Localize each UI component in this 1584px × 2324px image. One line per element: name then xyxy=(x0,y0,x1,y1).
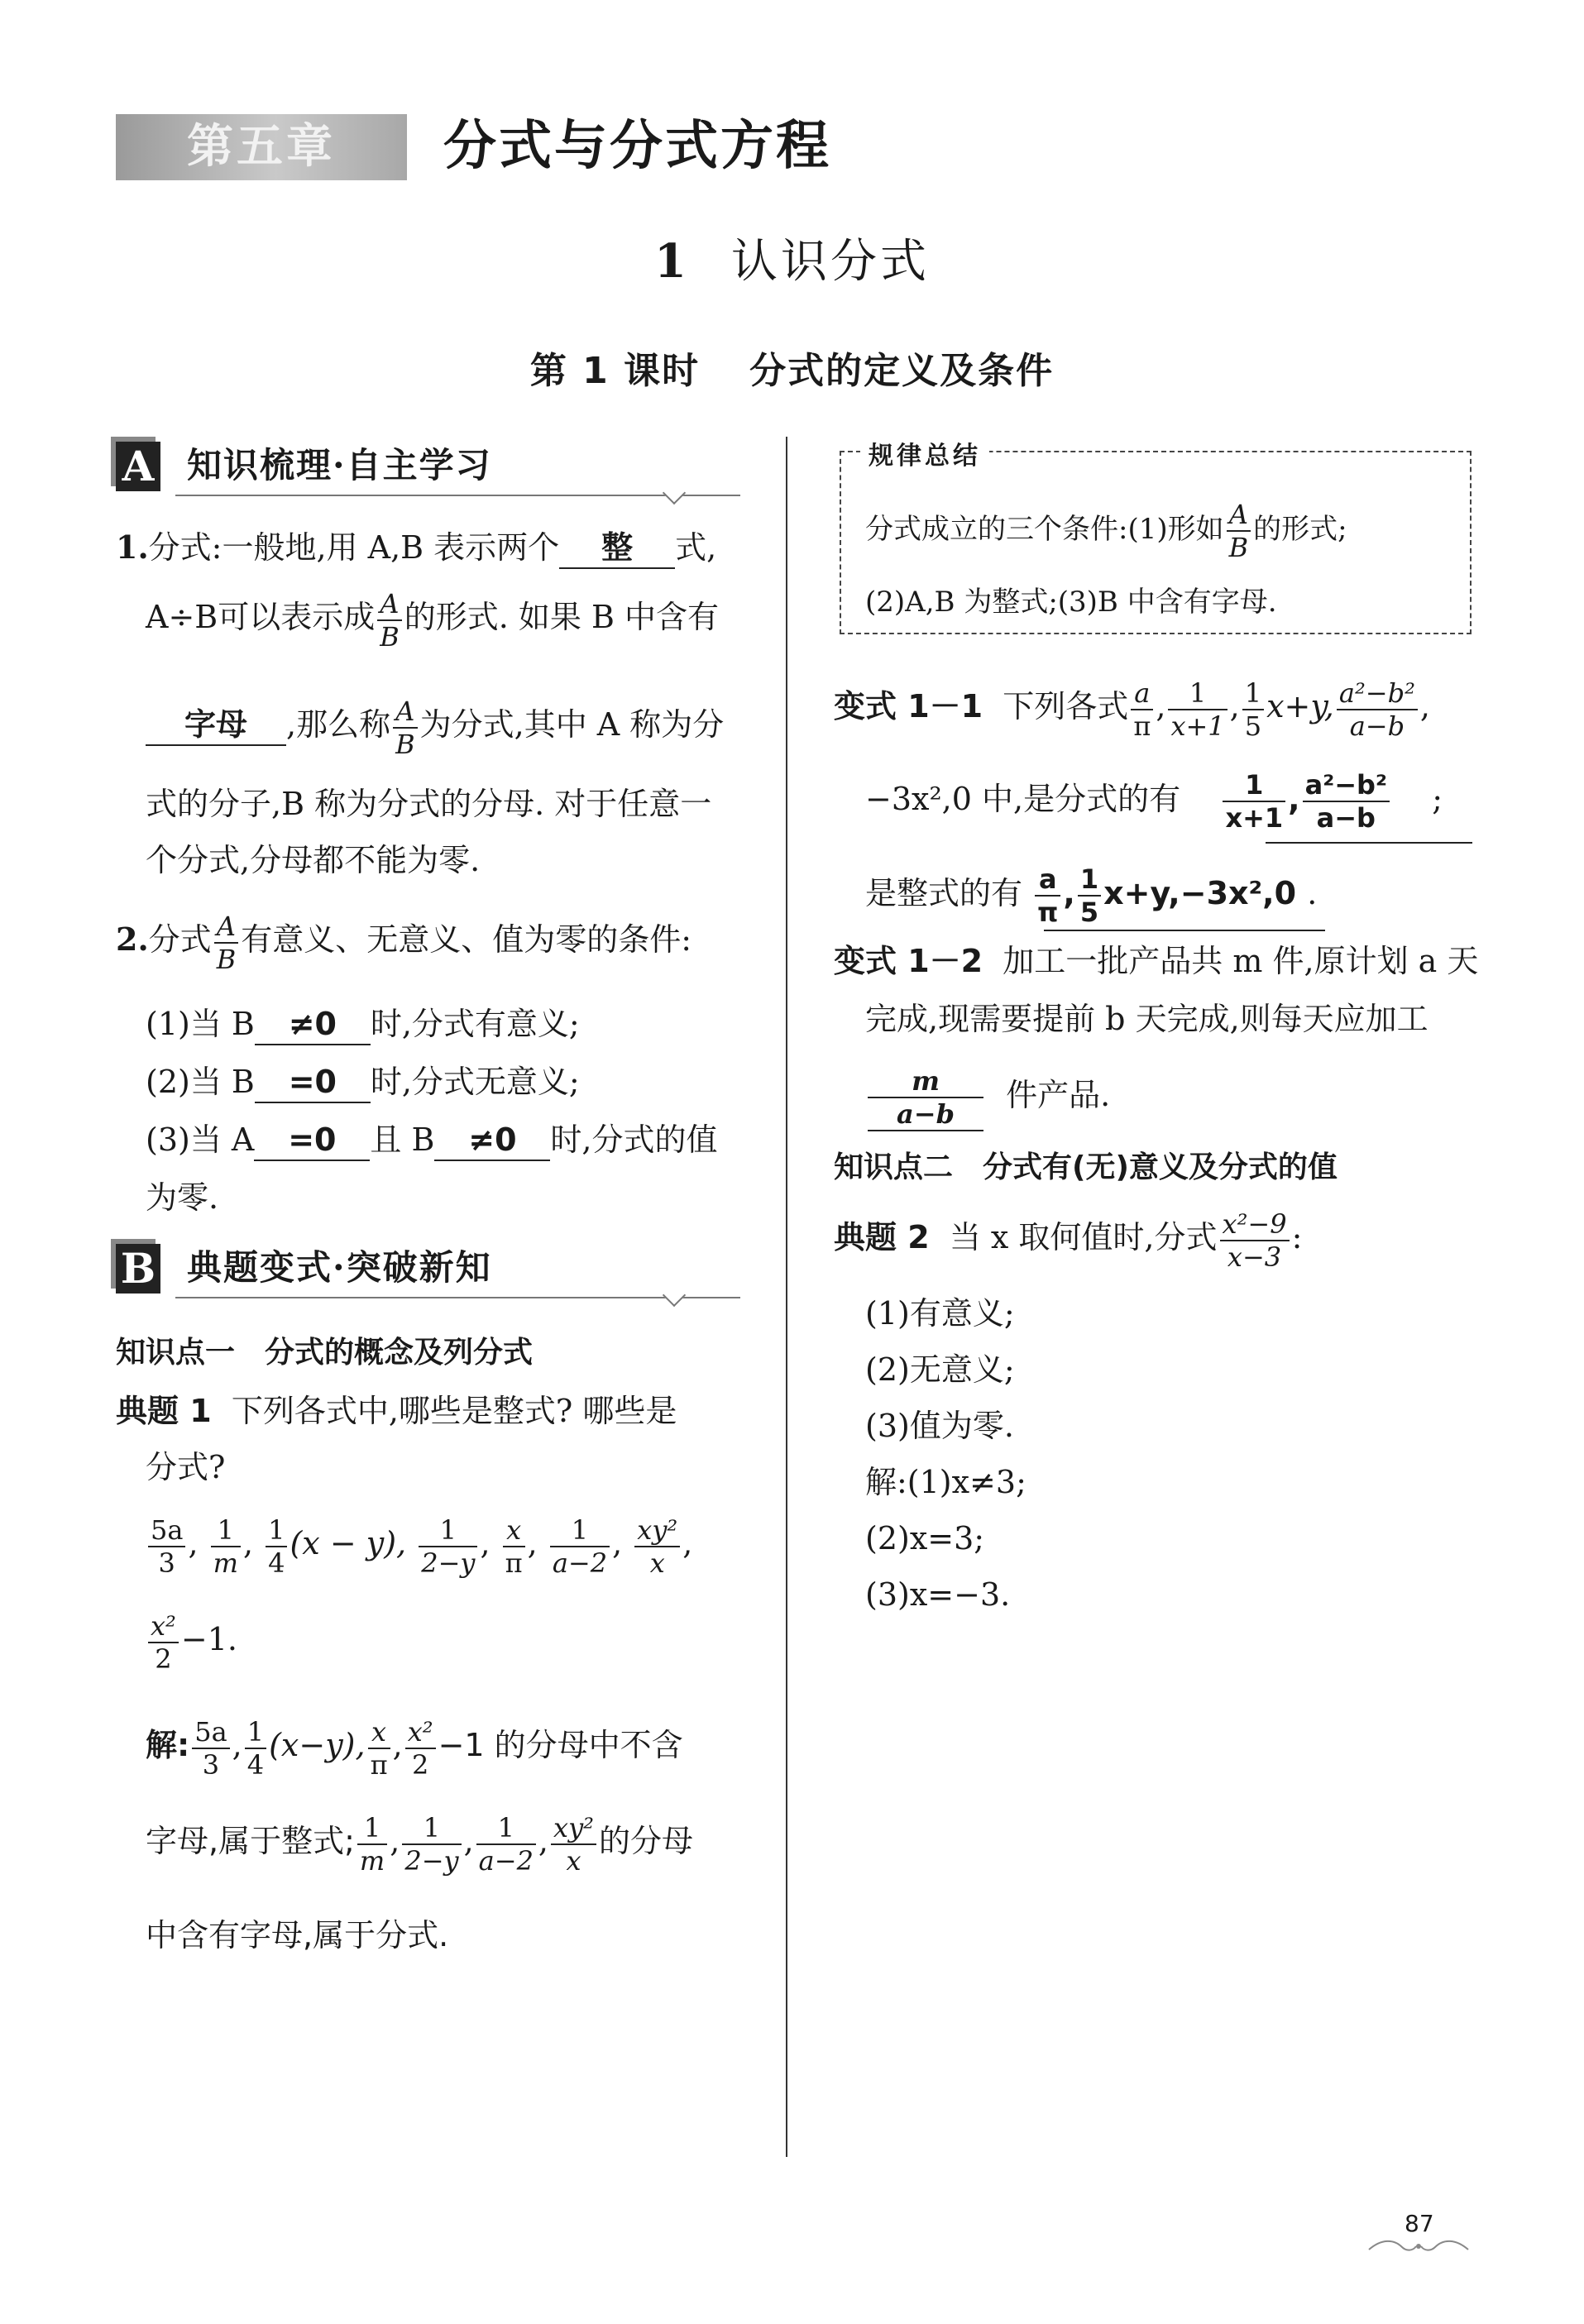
answer-fractions: $\frac{1}{x+1}$ , $\frac{\text{a²−b²}}{a-b}$ xyxy=(1190,769,1422,834)
example2-question: 典题 2 当 x 取何值时,分式 $\frac{\text{x²−9}}{x-3}$ : xyxy=(834,1207,1303,1273)
lesson-number: 第 1 课时 xyxy=(529,350,701,392)
section-b-title: 典题变式·突破新知 xyxy=(187,1247,492,1288)
lesson-title xyxy=(0,341,1584,394)
variant12-line1: 变式 1－2 加工一批产品共 m 件,原计划 a 天 xyxy=(834,943,1479,979)
blank-letter: 字母 xyxy=(146,705,286,746)
item1-line2: A÷B可以表示成 $\frac{A}{B}$ 的形式. 如果 B 中含有 xyxy=(146,587,719,653)
section-b-header xyxy=(116,1241,740,1298)
item2-cond2: (2)当 B =0 时,分式无意义; xyxy=(146,1059,580,1105)
item2-cond1: (1)当 B ≠0 时,分式有意义; xyxy=(146,1001,580,1047)
variant11-line1: 变式 1－1 下列各式 $\frac{a}{\pi}$ , $\frac{1}{x+1}$ , $\frac{1}{5}$ x+y, $\frac{\text{a²−b²}}{a-b}$ , xyxy=(834,677,1431,742)
summary-line2: (2)A,B 为整式;(3)B 中含有字母. xyxy=(865,586,1277,619)
item1-line3: 字母 ,那么称 $\frac{A}{B}$ 为分式,其中 A 称为分 xyxy=(146,686,724,763)
example1-expressions: $\frac{5a}{3}$ , $\frac{1}{m}$ , $\frac{1}{4}$ (x − y), $\frac{1}{2-y}$ , $\frac{x}{\pi}$ , $\frac{1}{a-2}$ , $\frac{\text{xy²}}{x}$ , xyxy=(146,1505,692,1581)
item1-line5: 个分式,分母都不能为零. xyxy=(146,842,481,878)
blank-integer: 整 xyxy=(559,528,675,569)
item1-line1: 1.分式:一般地,用 A,B 表示两个 整 式, xyxy=(116,524,716,571)
page-number: 87 xyxy=(1405,2210,1434,2237)
example1-solution-line1: 解: $\frac{5a}{3}$ , $\frac{1}{4}$ (x−y), $\frac{x}{\pi}$ , $\frac{\text{x²}}{2}$ −1 的分母中不含 xyxy=(146,1715,683,1781)
section-number: 1 xyxy=(654,234,690,289)
example2-q3: (3)值为零. xyxy=(865,1408,1014,1444)
answer-integers: $\frac{a}{\pi}$ , $\frac{1}{5}$ x+y,−3x²,0 xyxy=(1032,875,1307,911)
summary-title: 规律总结 xyxy=(860,435,989,471)
section-a-title: 知识梳理·自主学习 xyxy=(187,445,492,485)
section-title-text: 认识分式 xyxy=(730,235,930,289)
example2-s2: (2)x=3; xyxy=(865,1520,985,1557)
example1-solution-line3: 中含有字母,属于分式. xyxy=(146,1917,449,1953)
example1-solution-line2: 字母,属于整式; $\frac{1}{m}$ , $\frac{1}{2-y}$ , $\frac{1}{a-2}$ , $\frac{\text{xy²}}{x}$ 的分母 xyxy=(146,1811,693,1877)
chapter-title: 分式与分式方程 xyxy=(443,116,831,177)
flourish-ornament-icon xyxy=(1365,2235,1472,2259)
chapter-label: 第五章 xyxy=(116,114,407,180)
item2-line1: 2.分式 $\frac{A}{B}$ 有意义、无意义、值为零的条件: xyxy=(116,910,692,975)
section-a-header xyxy=(116,438,740,496)
knowledge-point-2: 知识点二 分式有(无)意义及分式的值 xyxy=(834,1150,1338,1184)
example2-q1: (1)有意义; xyxy=(865,1295,1015,1332)
column-divider xyxy=(786,437,787,2157)
variant11-line2: −3x²,0 中,是分式的有 $\frac{1}{x+1}$ , $\frac{\text{a²−b²}}{a-b}$ ; xyxy=(865,768,1443,834)
variant11-line3: 是整式的有 $\frac{a}{\pi}$ , $\frac{1}{5}$ x+y,−3x²,0 . xyxy=(865,863,1318,928)
item2-cond3: (3)当 A =0 且 B ≠0 时,分式的值 xyxy=(146,1117,717,1163)
item2-cond3-cont: 为零. xyxy=(146,1179,219,1216)
section-b-badge: B xyxy=(116,1244,160,1294)
example2-s3: (3)x=−3. xyxy=(865,1576,1011,1613)
example2-q2: (2)无意义; xyxy=(865,1351,1015,1388)
answer-underline-1 xyxy=(1266,842,1472,844)
summary-line1: 分式成立的三个条件:(1)形如 $\frac{A}{B}$ 的形式; xyxy=(865,499,1347,563)
variant12-line3: $\frac{m}{a-b}$ 件产品. xyxy=(865,1057,1110,1133)
lesson-title-text: 分式的定义及条件 xyxy=(749,350,1055,392)
fraction-a-over-b: $\frac{A}{B}$ xyxy=(377,588,402,653)
section-title xyxy=(0,225,1584,291)
example1-expressions-cont: $\frac{\text{x²}}{2}$ −1. xyxy=(146,1601,237,1677)
knowledge-point-1: 知识点一 分式的概念及列分式 xyxy=(116,1336,534,1370)
answer-m-over-a-b: $\frac{m}{a-b}$ xyxy=(868,1065,983,1131)
example1-question: 典题 1 下列各式中,哪些是整式? 哪些是 xyxy=(116,1393,677,1429)
example1-question-cont: 分式? xyxy=(146,1449,226,1485)
answer-underline-2 xyxy=(1044,930,1325,931)
item1-line4: 式的分子,B 称为分式的分母. 对于任意一 xyxy=(146,786,712,822)
variant12-line2: 完成,现需要提前 b 天完成,则每天应加工 xyxy=(865,1001,1428,1037)
section-a-badge: A xyxy=(116,442,160,491)
example2-s1: 解:(1)x≠3; xyxy=(865,1464,1026,1500)
